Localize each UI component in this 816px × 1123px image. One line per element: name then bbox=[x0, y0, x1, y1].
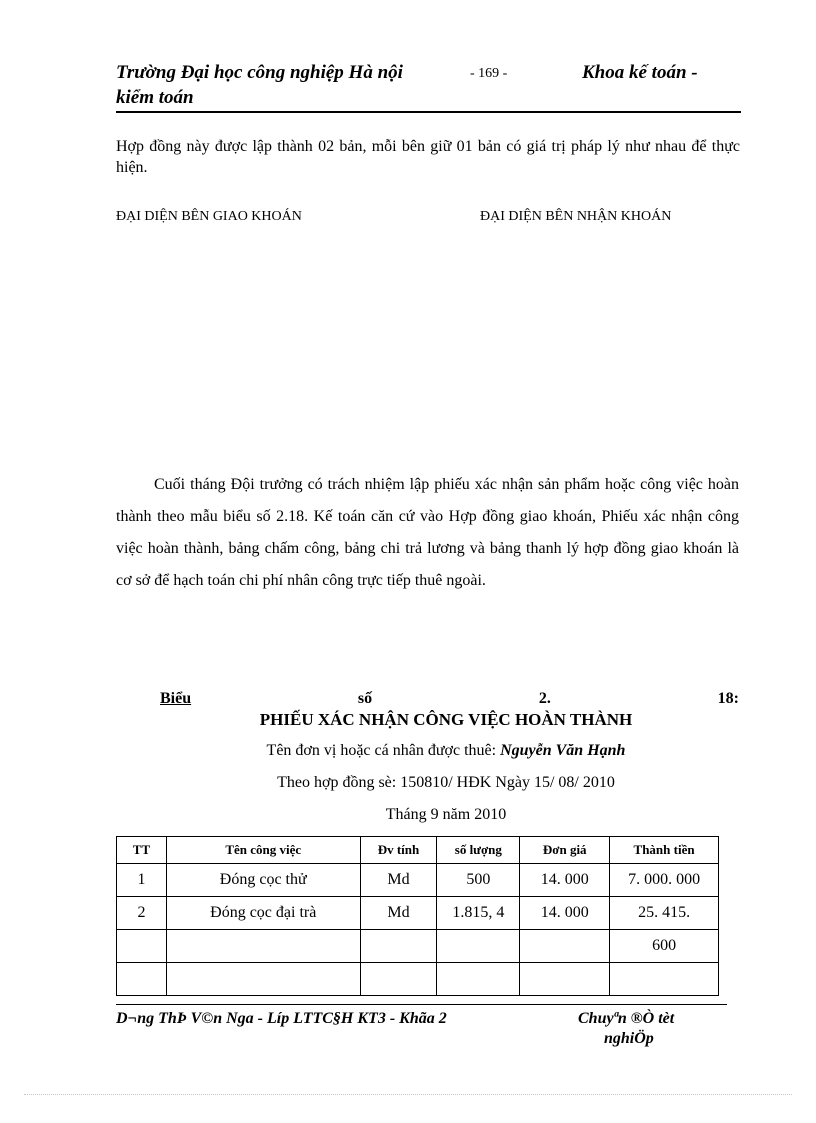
cell-amount: 7. 000. 000 bbox=[610, 864, 719, 897]
cell-task bbox=[166, 963, 360, 996]
form-label-word-3: 2. bbox=[538, 690, 551, 707]
page-number: - 169 - bbox=[470, 66, 508, 81]
cell-unit: Md bbox=[360, 897, 437, 930]
cell-amount: 600 bbox=[610, 930, 719, 963]
footer-author: D¬ng ThÞ V©n Nga - Líp LTTC§H KT3 - Khãa 2 bbox=[116, 1010, 447, 1027]
table-row bbox=[117, 864, 719, 897]
col-header-unit: Đv tính bbox=[360, 837, 437, 864]
cell-quantity: 1.815, 4 bbox=[437, 897, 520, 930]
hirer-line bbox=[116, 742, 776, 760]
col-header-amount: Thành tiền bbox=[610, 837, 719, 864]
hirer-label: Tên đơn vị hoặc cá nhân được thuê: bbox=[266, 742, 501, 759]
cell-tt: 2 bbox=[117, 897, 167, 930]
cell-tt bbox=[117, 963, 167, 996]
page-bottom-dotted-line bbox=[24, 1094, 792, 1095]
header-department: Khoa kế toán - bbox=[582, 62, 698, 83]
table-header-row bbox=[117, 837, 719, 864]
header-department-cont: kiểm toán bbox=[116, 87, 194, 108]
work-confirmation-table bbox=[116, 836, 719, 996]
cell-task: Đóng cọc thử bbox=[166, 864, 360, 897]
footer-title-line1: Chuyªn ®Ò tèt bbox=[578, 1010, 675, 1027]
cell-task: Đóng cọc đại trà bbox=[166, 897, 360, 930]
signature-right: ĐẠI DIỆN BÊN NHẬN KHOÁN bbox=[480, 209, 672, 224]
form-title: PHIẾU XÁC NHẬN CÔNG VIỆC HOÀN THÀNH bbox=[259, 710, 633, 729]
footer-rule bbox=[116, 1004, 727, 1005]
cell-tt bbox=[117, 930, 167, 963]
cell-quantity bbox=[437, 963, 520, 996]
cell-quantity bbox=[437, 930, 520, 963]
col-header-quantity: số lượng bbox=[437, 837, 520, 864]
col-header-tt: TT bbox=[117, 837, 167, 864]
cell-quantity: 500 bbox=[437, 864, 520, 897]
cell-tt: 1 bbox=[117, 864, 167, 897]
table-row bbox=[117, 897, 719, 930]
month-line: Tháng 9 năm 2010 bbox=[385, 806, 507, 823]
col-header-price: Đơn giá bbox=[520, 837, 610, 864]
cell-price: 14. 000 bbox=[520, 897, 610, 930]
form-label bbox=[160, 690, 739, 708]
body-paragraph: Cuối tháng Đội trưởng có trách nhiệm lập phiếu xác nhận sản phẩm hoặc công việc hoàn thành theo mẫu biểu số 2.18. Kế toán căn cứ vào Hợp đồng giao khoán, Phiếu xác nhận công việc hoàn thành, bảng chấm công, bảng chi trả lương và bảng thanh lý hợp đồng giao khoán là cơ sở để hạch toán chi phí nhân công trực tiếp thuê ngoài. bbox=[116, 476, 739, 589]
hirer-name: Nguyễn Văn Hạnh bbox=[500, 742, 626, 759]
footer-title-line2: nghiÖp bbox=[604, 1030, 654, 1047]
form-label-word-1: Biểu bbox=[160, 690, 192, 707]
cell-task bbox=[166, 930, 360, 963]
cell-price bbox=[520, 930, 610, 963]
form-label-word-4: 18: bbox=[717, 690, 739, 707]
cell-amount bbox=[610, 963, 719, 996]
cell-unit bbox=[360, 963, 437, 996]
table-row bbox=[117, 930, 719, 963]
cell-price: 14. 000 bbox=[520, 864, 610, 897]
header-rule bbox=[116, 111, 741, 113]
contract-line: Theo hợp đồng sè: 150810/ HĐK Ngày 15/ 08/ 2010 bbox=[277, 774, 615, 791]
table-row bbox=[117, 963, 719, 996]
contract-note: Hợp đồng này được lập thành 02 bản, mỗi bên giữ 01 bản có giá trị pháp lý như nhau để thực hiện. bbox=[116, 138, 740, 176]
cell-unit: Md bbox=[360, 864, 437, 897]
col-header-task: Tên công việc bbox=[166, 837, 360, 864]
cell-price bbox=[520, 963, 610, 996]
cell-unit bbox=[360, 930, 437, 963]
form-label-word-2: số bbox=[357, 690, 373, 707]
cell-amount: 25. 415. bbox=[610, 897, 719, 930]
signature-left: ĐẠI DIỆN BÊN GIAO KHOÁN bbox=[116, 209, 302, 224]
header-school: Trường Đại học công nghiệp Hà nội bbox=[116, 62, 403, 83]
